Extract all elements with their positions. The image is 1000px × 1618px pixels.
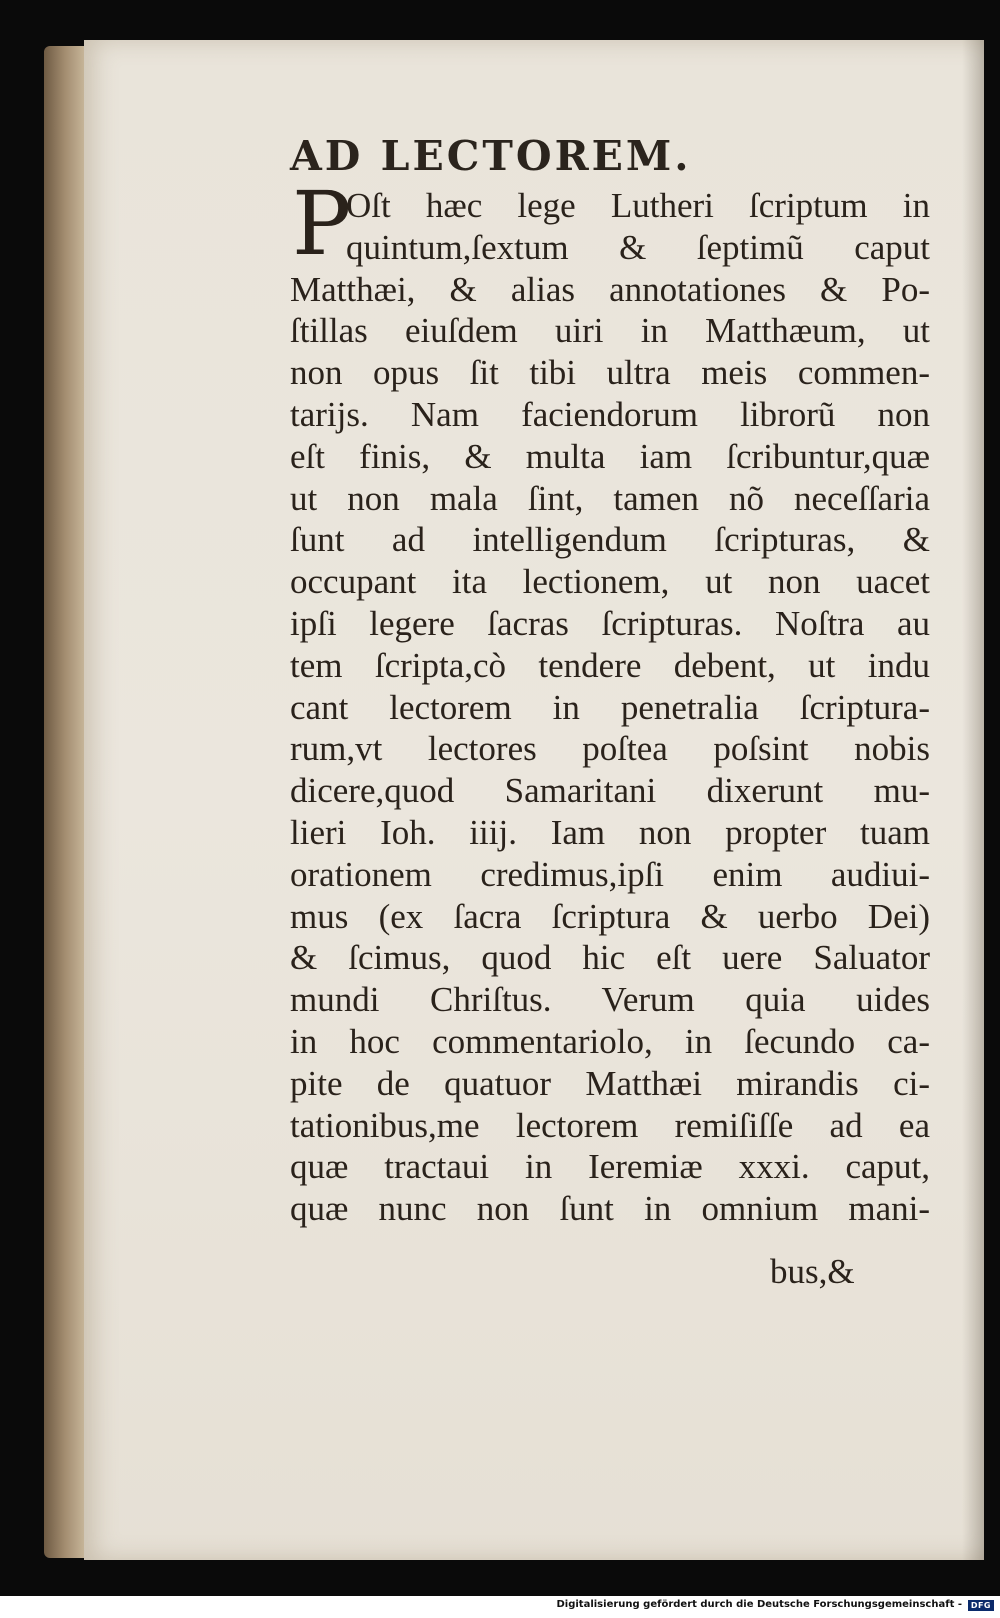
text-line-25: quæ nunc non ſunt in omnium mani- xyxy=(290,1189,930,1229)
text-line-21: in hoc commentariolo, in ſecundo ca- xyxy=(290,1021,930,1061)
footer-credit: Digitalisierung gefördert durch die Deutsche Forschungsgemeinschaft - xyxy=(556,1599,962,1610)
text-line-14: rum,vt lectores poſtea poſsint nobis xyxy=(290,729,930,769)
text-line-19: & ſcimus, quod hic eſt uere Saluator xyxy=(290,938,930,978)
text-line-12: tem ſcripta,cò tendere debent, ut indu xyxy=(290,645,930,685)
text-line-6: tarijs. Nam faciendorum librorũ non xyxy=(290,394,930,434)
drop-cap: P xyxy=(292,172,352,275)
page-gutter-shadow xyxy=(962,40,984,1560)
text-line-1: Oſt hæc lege Lutheri ſcriptum in xyxy=(346,186,930,225)
text-line-15: dicere,quod Samaritani dixerunt mu- xyxy=(290,771,930,811)
text-line-24: quæ tractaui in Ieremiæ xxxi. caput, xyxy=(290,1147,930,1187)
text-line-23: tationibus,me lectorem remiſiſſe ad ea xyxy=(290,1105,930,1145)
text-line-2: quintum,ſextum & ſeptimũ caput xyxy=(346,227,930,267)
text-line-20: mundi Chriſtus. Verum quia uides xyxy=(290,980,930,1020)
text-line-7: eſt finis, & multa iam ſcribuntur,quæ xyxy=(290,436,930,476)
text-line-9: ſunt ad intelligendum ſcripturas, & xyxy=(290,520,930,560)
catchword: bus,& xyxy=(770,1252,855,1291)
text-line-4: ſtillas eiuſdem uiri in Matthæum, ut xyxy=(290,311,930,351)
text-line-22: pite de quatuor Matthæi mirandis ci- xyxy=(290,1063,930,1103)
text-line-18: mus (ex ſacra ſcriptura & uerbo Dei) xyxy=(290,896,930,936)
text-line-3: Matthæi, & alias annotationes & Po- xyxy=(290,269,930,309)
text-line-16: lieri Ioh. iiij. Iam non propter tuam xyxy=(290,812,930,852)
page-heading: AD LECTOREM. xyxy=(290,132,692,180)
body-text xyxy=(290,185,930,1230)
text-line-17: orationem credimus,ipſi enim audiui- xyxy=(290,854,930,894)
text-line-13: cant lectorem in penetralia ſcriptura- xyxy=(290,687,930,727)
text-line-8: ut non mala ſint, tamen nõ neceſſaria xyxy=(290,478,930,518)
dfg-logo-icon: DFG xyxy=(968,1600,994,1611)
text-line-11: ipſi legere ſacras ſcripturas. Noſtra au xyxy=(290,603,930,643)
text-line-5: non opus ſit tibi ultra meis commen- xyxy=(290,353,930,393)
text-line-10: occupant ita lectionem, ut non uacet xyxy=(290,562,930,602)
